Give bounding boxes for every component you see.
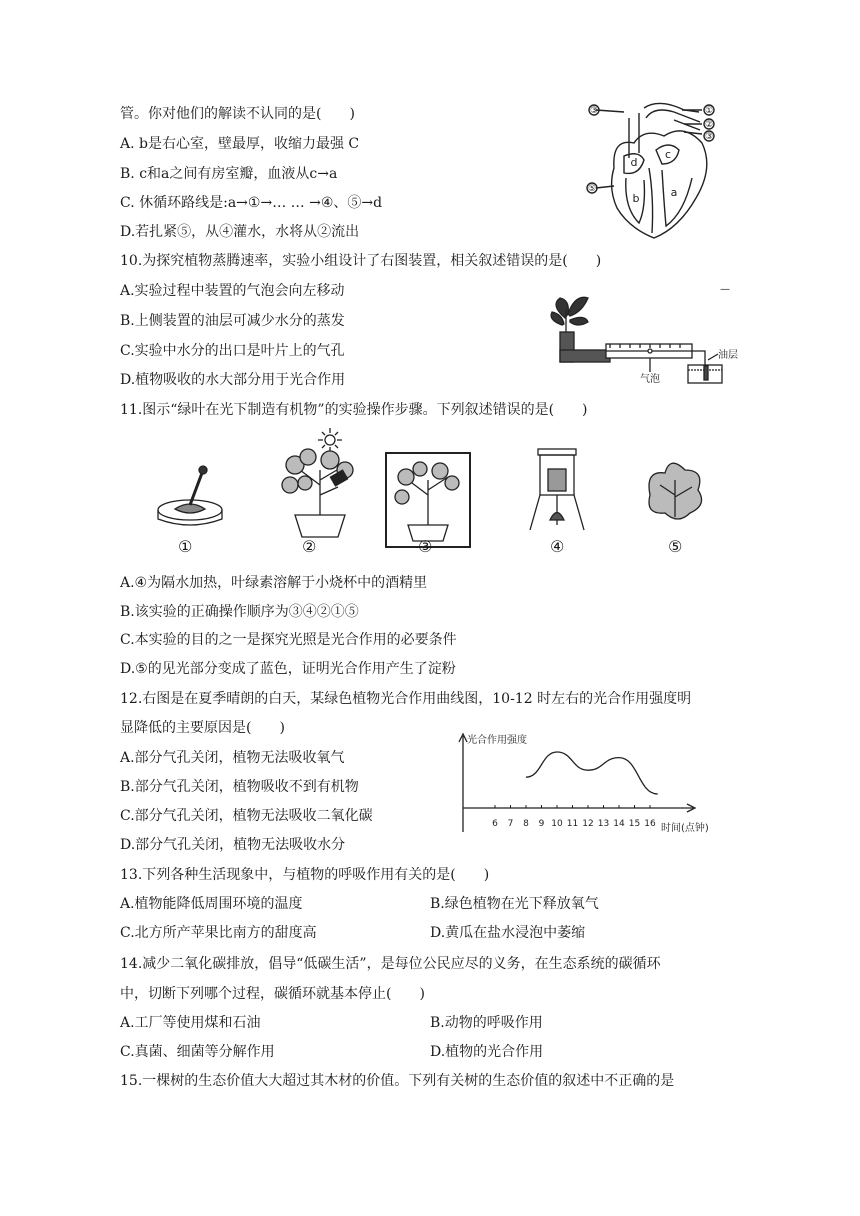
q11-stem: 11.图示“绿叶在光下制造有机物”的实验操作步骤。下列叙述错误的是( ): [120, 402, 588, 418]
q14-option-a: A.工厂等使用煤和石油: [120, 1015, 261, 1031]
transpiration-apparatus: [540, 280, 770, 390]
heart-diagram: [584, 98, 734, 248]
q9-option-c: C. 休循环路线是:a→①→… … →④、⑤→d: [120, 195, 383, 211]
x-tick-label: 7: [507, 819, 514, 829]
x-tick-label: 6: [492, 819, 498, 829]
oil-layer-label: 油层: [718, 350, 738, 361]
q13-option-a: A.植物能降低周围环境的温度: [120, 896, 303, 912]
q12-stem-line1: 12.右图是在夏季晴朗的白天，某绿色植物光合作用曲线图，10-12 时左右的光合作用强度明: [120, 691, 692, 707]
q15-stem: 15.一棵树的生态价值大大超过其木材的价值。下列有关树的生态价值的叙述中不正确的是: [120, 1073, 675, 1089]
heart-label-b: b: [632, 192, 640, 205]
q9-stem-tail: 管。你对他们的解读不认同的是( ): [120, 106, 355, 122]
heart-label-d: d: [630, 156, 638, 169]
heart-label-a: a: [670, 186, 678, 199]
q14-option-c: C.真菌、细菌等分解作用: [120, 1044, 275, 1060]
q12-option-a: A.部分气孔关闭，植物无法吸收氧气: [120, 750, 345, 766]
x-tick-label: 11: [566, 819, 579, 829]
q11-option-c: C.本实验的目的之一是探究光照是光合作用的必要条件: [120, 632, 457, 648]
x-tick-label: 12: [582, 819, 594, 829]
q14-stem-line2: 中，切断下列哪个过程，碳循环就基本停止( ): [120, 986, 425, 1002]
q14-option-b: B.动物的呼吸作用: [430, 1015, 543, 1031]
q9-option-d: D.若扎紧⑤，从④灌水，水将从②流出: [120, 224, 360, 240]
q9-option-a: A. b是右心室，壁最厚，收缩力最强 C: [120, 136, 360, 152]
q10-option-d: D.植物吸收的水大部分用于光合作用: [120, 372, 346, 388]
step-label-4: ④: [550, 537, 565, 556]
q10-option-a: A.实验过程中装置的气泡会向左移动: [120, 283, 345, 299]
step-label-5: ⑤: [668, 537, 683, 556]
x-tick-label: 15: [628, 819, 641, 829]
x-tick-label: 9: [538, 819, 545, 829]
heart-label-2: ②: [704, 120, 714, 130]
q11-option-b: B.该实验的正确操作顺序为③④②①⑤: [120, 604, 359, 620]
q10-option-c: C.实验中水分的出口是叶片上的气孔: [120, 343, 345, 359]
q11-option-d: D.⑤的见光部分变成了蓝色，证明光合作用产生了淀粉: [120, 661, 456, 677]
step-label-3: ③: [418, 537, 433, 556]
x-tick-label: 13: [597, 819, 610, 829]
x-tick-label: 16: [644, 819, 656, 829]
q10-stem: 10.为探究植物蒸腾速率，实验小组设计了右图装置，相关叙述错误的是( ): [120, 253, 602, 269]
q14-stem-line1: 14.减少二氧化碳排放，倡导“低碳生活”，是每位公民应尽的义务，在生态系统的碳循环: [120, 956, 661, 972]
q10-option-b: B.上侧装置的油层可减少水分的蒸发: [120, 313, 345, 329]
q12-option-d: D.部分气孔关闭，植物无法吸收水分: [120, 837, 346, 853]
heart-label-1: ①: [704, 106, 714, 116]
photosynthesis-curve: [526, 752, 658, 794]
dash-mark: —: [720, 284, 730, 295]
step-label-2: ②: [302, 537, 317, 556]
step-label-1: ①: [178, 537, 193, 556]
q12-stem-line2: 显降低的主要原因是( ): [120, 720, 285, 736]
x-tick-label: 14: [613, 819, 625, 829]
photosynthesis-chart: [455, 728, 735, 840]
q13-option-d: D.黄瓜在盐水浸泡中萎缩: [430, 925, 586, 941]
q13-option-c: C.北方所产苹果比南方的甜度高: [120, 925, 317, 941]
heart-label-3: ③: [704, 132, 714, 142]
q12-option-c: C.部分气孔关闭，植物无法吸收二氧化碳: [120, 808, 373, 824]
x-axis-label: 时间(点钟): [661, 823, 709, 834]
q13-option-b: B.绿色植物在光下释放氧气: [430, 896, 599, 912]
q14-option-d: D.植物的光合作用: [430, 1044, 544, 1060]
heart-label-c: c: [664, 148, 672, 161]
q12-option-b: B.部分气孔关闭，植物吸收不到有机物: [120, 779, 359, 795]
q9-option-b: B. c和a之间有房室瓣，血液从c→a: [120, 166, 338, 182]
x-tick-label: 10: [551, 819, 563, 829]
y-axis-label: 光合作用强度: [467, 735, 527, 746]
heart-label-3-left: ③: [589, 106, 599, 116]
q11-step-figures: [150, 425, 710, 565]
q13-stem: 13.下列各种生活现象中，与植物的呼吸作用有关的是( ): [120, 867, 490, 883]
heart-label-5: ⑤: [587, 184, 597, 194]
q11-option-a: A.④为隔水加热，叶绿素溶解于小烧杯中的酒精里: [120, 575, 428, 591]
bubble-label: 气泡: [640, 374, 660, 385]
x-tick-label: 8: [523, 819, 529, 829]
